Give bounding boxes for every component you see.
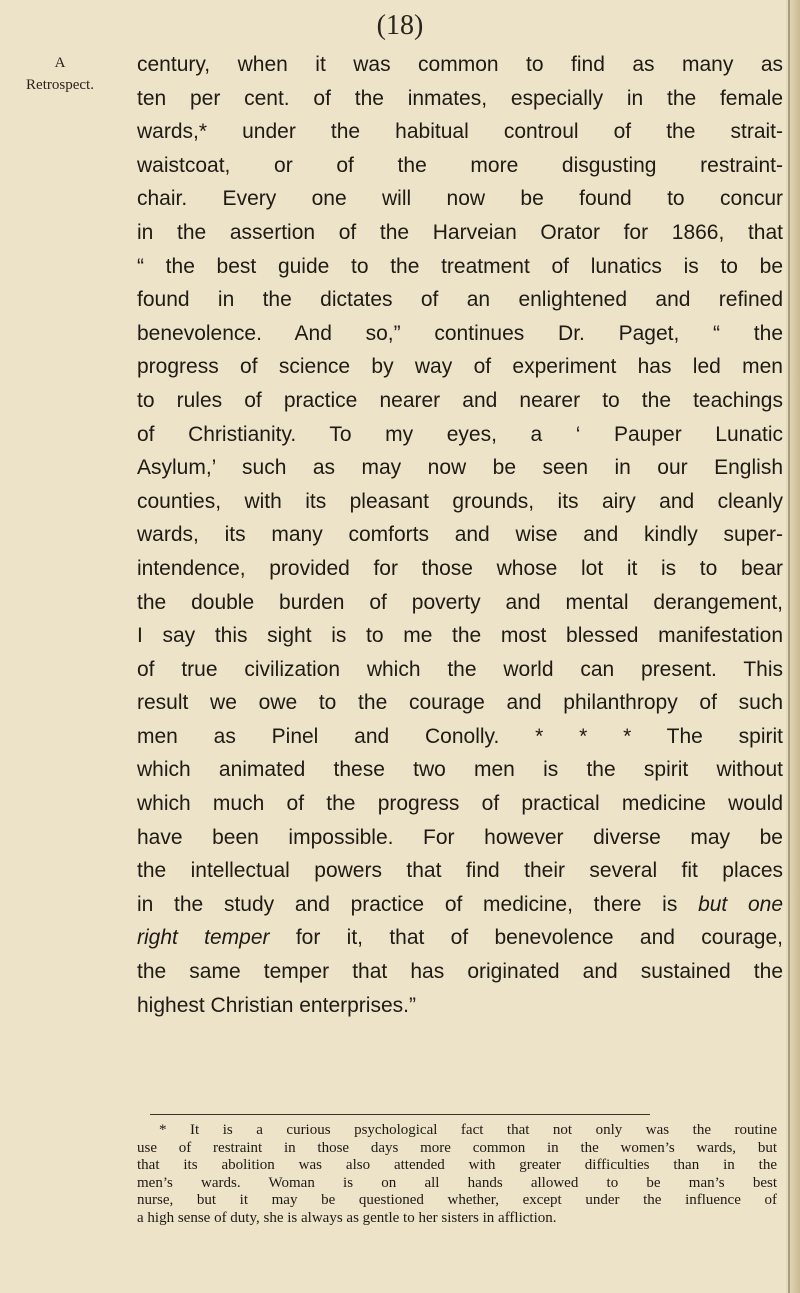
page-edge-line bbox=[788, 0, 790, 1293]
text-line: the intellectual powers that find their several fit places bbox=[137, 859, 783, 883]
footnote bbox=[137, 1122, 777, 1228]
footnote-line: men’s wards. Woman is on all hands allowed to be man’s best bbox=[137, 1174, 777, 1191]
text-line: the same temper that has originated and sustained the bbox=[137, 960, 783, 984]
text-line: of true civilization which the world can present. This bbox=[137, 657, 783, 681]
text-line: found in the dictates of an enlightened and refined bbox=[137, 288, 783, 312]
text-line: ten per cent. of the inmates, especially in the female bbox=[137, 86, 783, 110]
text-line: intendence, provided for those whose lot it is to bear bbox=[137, 556, 783, 580]
margin-note-line: A bbox=[54, 55, 66, 71]
text-line: which animated these two men is the spirit without bbox=[137, 758, 783, 782]
text-line: wards,* under the habitual controul of the strait- bbox=[137, 120, 783, 144]
text-line: which much of the progress of practical medicine would bbox=[137, 792, 783, 816]
text-line: century, when it was common to find as many as bbox=[137, 53, 783, 76]
text-line: I say this sight is to me the most blessed manifestation bbox=[137, 624, 783, 648]
text-line: chair. Every one will now be found to concur bbox=[137, 187, 783, 211]
margin-note-line: Retrospect. bbox=[26, 77, 94, 93]
body-text bbox=[137, 48, 783, 1022]
italic-text: right temper bbox=[137, 926, 270, 950]
footnote-line: use of restraint in those days more common in the women’s wards, but bbox=[137, 1139, 777, 1156]
text-line: wards, its many comforts and wise and kindly super- bbox=[137, 523, 783, 547]
text-line: men as Pinel and Conolly. * * * The spirit bbox=[137, 724, 783, 748]
footnote-line: nurse, but it may be questioned whether, except under the influence of bbox=[137, 1192, 777, 1209]
text-line: waistcoat, or of the more disgusting restraint- bbox=[137, 153, 783, 177]
text-line: highest Christian enterprises.” bbox=[137, 993, 416, 1017]
margin-note bbox=[14, 52, 106, 96]
footnote-rule bbox=[150, 1114, 650, 1115]
footnote-line: * It is a curious psychological fact that not only was the routine bbox=[159, 1122, 777, 1138]
text-line: of Christianity. To my eyes, a ‘ Pauper Lunatic bbox=[137, 422, 783, 446]
text-line-with-emphasis bbox=[137, 921, 783, 955]
text-line: have been impossible. For however diverse may be bbox=[137, 825, 783, 849]
text-line: result we owe to the courage and philanthropy of such bbox=[137, 691, 783, 715]
text-run: in the study and practice of medicine, there is bbox=[137, 892, 699, 916]
page-number: (18) bbox=[376, 10, 424, 41]
italic-text: but one bbox=[698, 892, 783, 916]
footnote-line: that its abolition was also attended with greater difficulties than in the bbox=[137, 1157, 777, 1174]
text-line: to rules of practice nearer and nearer to the teachings bbox=[137, 388, 783, 412]
text-line: benevolence. And so,” continues Dr. Paget, “ the bbox=[137, 321, 783, 345]
text-line: in the assertion of the Harveian Orator for 1866, that bbox=[137, 220, 783, 244]
text-line-with-emphasis bbox=[137, 888, 783, 922]
text-line: “ the best guide to the treatment of lunatics is to be bbox=[137, 254, 783, 278]
text-line: Asylum,’ such as may now be seen in our English bbox=[137, 456, 783, 480]
text-run: for it, that of benevolence and courage, bbox=[269, 926, 783, 950]
footnote-line: a high sense of duty, she is always as gentle to her sisters in affliction. bbox=[137, 1209, 557, 1226]
text-line: progress of science by way of experiment has led men bbox=[137, 355, 783, 379]
text-line: the double burden of poverty and mental derangement, bbox=[137, 590, 783, 614]
text-line: counties, with its pleasant grounds, its airy and cleanly bbox=[137, 489, 783, 513]
